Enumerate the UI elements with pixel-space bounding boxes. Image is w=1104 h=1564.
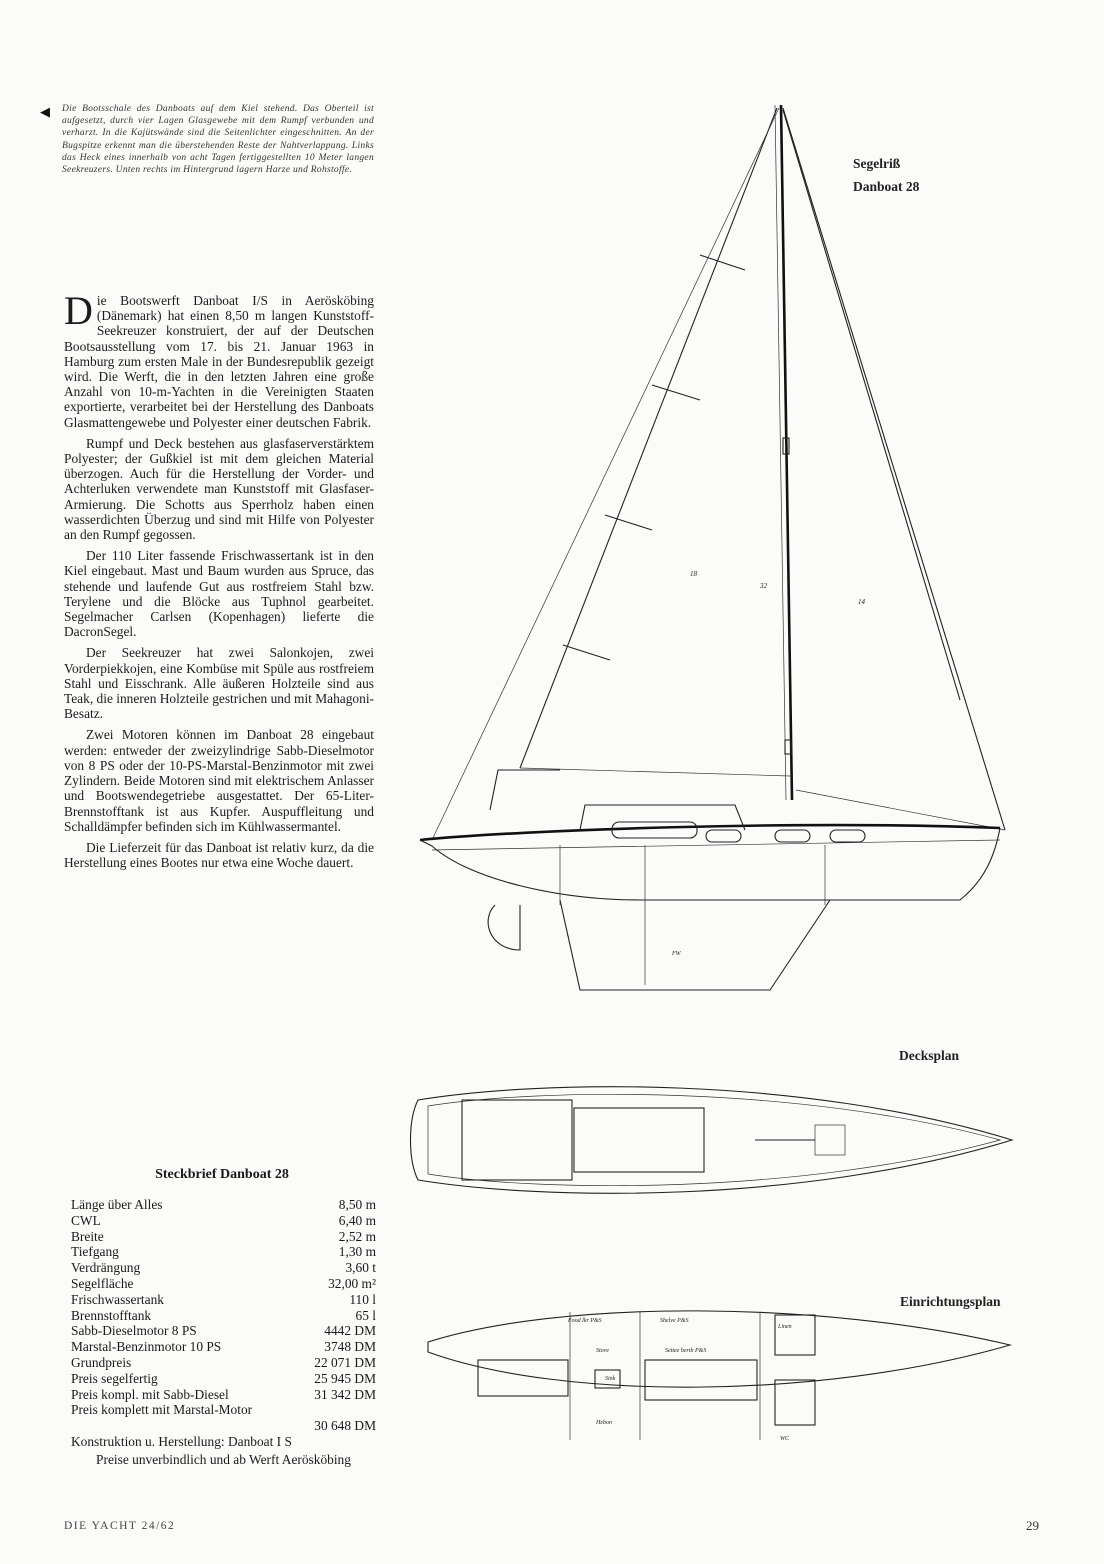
spec-value: 25 945 DM [314,1370,376,1386]
caption-arrow-icon: ◀ [40,104,50,119]
spec-label: Grundpreis [71,1354,132,1370]
batten [700,255,745,270]
spec-value: 2,52 m [338,1228,376,1244]
spec-value: 30 648 DM [314,1418,376,1434]
article-paragraph-text: ie Bootswerft Danboat I/S in Aerösköbing (Dänemark) hat einen 8,50 m langen Kunststoff-Seekreuzer konstruiert, der auf der Deutschen Bootsausstellung vom 17. bis 21. Januar 1963 in Hamburg zum ersten Male in der Bundesrepublik gezeigt wird. Die Werft, die in den letzten Jahren eine große Anzahl von 10-m-Yachten in die Vereinigten Staaten exportierte, verarbeitet bei der Herstellung des Danboats Glasmattengewebe und Polyester einer deutschen Fabrik. [64,293,374,430]
spec-label: Preis segelfertig [71,1370,158,1386]
sail-plan-subtitle: Danboat 28 [853,179,920,194]
spec-label: Preis komplett mit Marstal-Motor [71,1402,253,1418]
deck-plan-drawing [411,1087,1013,1194]
interior-label: WC [780,1436,789,1442]
settee-berth [645,1360,757,1400]
article-paragraph: Der Seekreuzer hat zwei Salonkojen, zwei Vorderpiekkojen, eine Kombüse mit Spüle aus rostfreiem Stahl und Eisschrank. Alle äußeren Holzteile sind aus Teak, die inneren Holzteile gestrichen und mit Mahagoni-Besatz. [64,645,374,722]
interior-plan-title: Einrichtungsplan [900,1294,1001,1309]
spec-label: Marstal-Benzinmotor 10 PS [71,1339,222,1355]
hull-mark: FW [672,951,681,957]
interior-label: Food lkr P&S [568,1318,602,1324]
article-paragraph: Der 110 Liter fassende Frischwassertank ist in den Kiel eingebaut. Mast und Baum wurden aus Spruce, das stehende und laufende Gut aus rostfreiem Stahl bzw. Terylene und die Blöcke aus Tuphnol gearbeitet. Segelmacher Carlsen (Kopenhagen) lieferte die DacronSegel. [64,548,374,640]
spec-value: 22 071 DM [314,1354,376,1370]
batten [563,645,610,660]
sail-mark: 14 [858,598,865,606]
cockpit [462,1100,572,1180]
jib-luff [783,110,960,700]
spec-value: 31 342 DM [314,1386,376,1402]
spec-label: Frischwassertank [71,1291,164,1307]
interior-plan-drawing [428,1311,1010,1442]
spec-label: Sabb-Dieselmotor 8 PS [71,1323,197,1339]
forestay [783,108,1005,830]
mast-inner [775,105,786,800]
page-number: 29 [1026,1518,1039,1533]
magazine-footer: DIE YACHT 24/62 [64,1520,176,1532]
spec-value: 4442 DM [324,1323,376,1339]
sail-mark: 32 [760,582,767,590]
window [612,822,697,838]
spec-value: 3748 DM [324,1339,376,1355]
rudder [488,905,520,950]
linen-locker [775,1315,815,1355]
sheer-line [420,825,1000,840]
drop-cap: D [64,288,93,333]
window [775,830,810,842]
interior-label: Stove [596,1348,609,1354]
spec-value: 65 l [355,1307,376,1323]
spec-label: Tiefgang [71,1244,119,1260]
spec-label: Verdrängung [71,1260,141,1276]
batten [652,385,700,400]
spec-label: Länge über Alles [71,1197,163,1212]
mainsail-leech [520,108,777,768]
spec-label: Segelfläche [71,1275,134,1291]
price-note: Preise unverbindlich und ab Werft Aerösköbing [96,1451,351,1467]
deck-plan-title: Decksplan [899,1048,960,1063]
backstay [432,108,779,840]
sail-mark: 18 [690,570,697,578]
spec-value: 32,00 m² [328,1275,376,1291]
sail-plan-drawing [420,105,1005,990]
interior-label: Linen [778,1324,792,1330]
boom [520,768,790,776]
photo-caption: Die Bootsschale des Danboats auf dem Kiel stehend. Das Oberteil ist aufgesetzt, durch vier Lagen Glasgewebe mit dem Rumpf verbunden und verharzt. In die Kajütswände sind die Seitenlichter eingeschnitten. An der Bugspitze erkennt man die überstehenden Reste der Nahtverlappung. Links das Heck eines innerhalb von acht Tagen fertiggestellten 10 Meter langen Seekreuzers. Unten rechts im Hintergrund lagern Harze und Rohstoffe. [62,104,374,176]
article-paragraph: Zwei Motoren können im Danboat 28 eingebaut werden: entweder der zweizylindrige Sabb-Dieselmotor von 8 PS oder der 10-PS-Marstal-Benzinmotor mit zwei Zylindern. Beide Motoren sind mit elektrischem Anlasser und Bootswendegetriebe ausgestattet. Der 65-Liter-Brennstofftank ist aus Kupfer. Auspuffleitung und Schalldämpfer befinden sich im Kühlwassermantel. [64,727,374,834]
window [830,830,865,842]
sail-plan-title: Segelriß [853,156,901,171]
fore-hatch [815,1125,845,1155]
spec-label: Brennstofftank [71,1307,152,1323]
spec-label: CWL [71,1212,101,1228]
settee-aft [478,1360,568,1396]
window [706,830,741,842]
deck-inner-outline [428,1094,1000,1185]
interior-label: Shelve P&S [660,1318,689,1324]
article-paragraph: Die Lieferzeit für das Danboat ist relativ kurz, da die Herstellung eines Bootes nur etwa eine Woche dauert. [64,839,374,871]
spec-value: 1,30 m [338,1244,376,1260]
construction-credit: Konstruktion u. Herstellung: Danboat I S [71,1433,292,1449]
interior-label: Settee berth P&S [665,1348,707,1354]
interior-label: Hebon [596,1420,612,1426]
interior-outline [428,1311,1010,1387]
spec-value: 3,60 t [345,1260,376,1276]
article-paragraph: Rumpf und Deck bestehen aus glasfaserverstärktem Polyester; der Gußkiel ist mit dem gleichen Material überzogen. Auch für die Herstellung der Vorder- und Achterluken verwendete man Kunststoff mit Glasfaser-Armierung. Die Schotts aus Sperrholz haben einen wasserdichten Überzug und sind mit Hilfe von Polyester an den Rumpf gegossen. [64,435,374,543]
wc-compartment [775,1380,815,1425]
deck-outline [411,1087,1013,1194]
cabin-roof [574,1108,704,1172]
spec-value: 110 l [349,1291,376,1307]
interior-label: Sink [605,1376,616,1382]
keel [560,900,830,990]
spec-value: 6,40 m [338,1212,376,1228]
hull-bottom [420,828,1000,900]
coaming [490,770,560,810]
spec-title: Steckbrief Danboat 28 [155,1167,289,1182]
spec-label: Breite [71,1228,104,1244]
spec-label: Preis kompl. mit Sabb-Diesel [71,1386,229,1402]
batten [605,515,652,530]
spec-value: 8,50 m [338,1197,376,1212]
